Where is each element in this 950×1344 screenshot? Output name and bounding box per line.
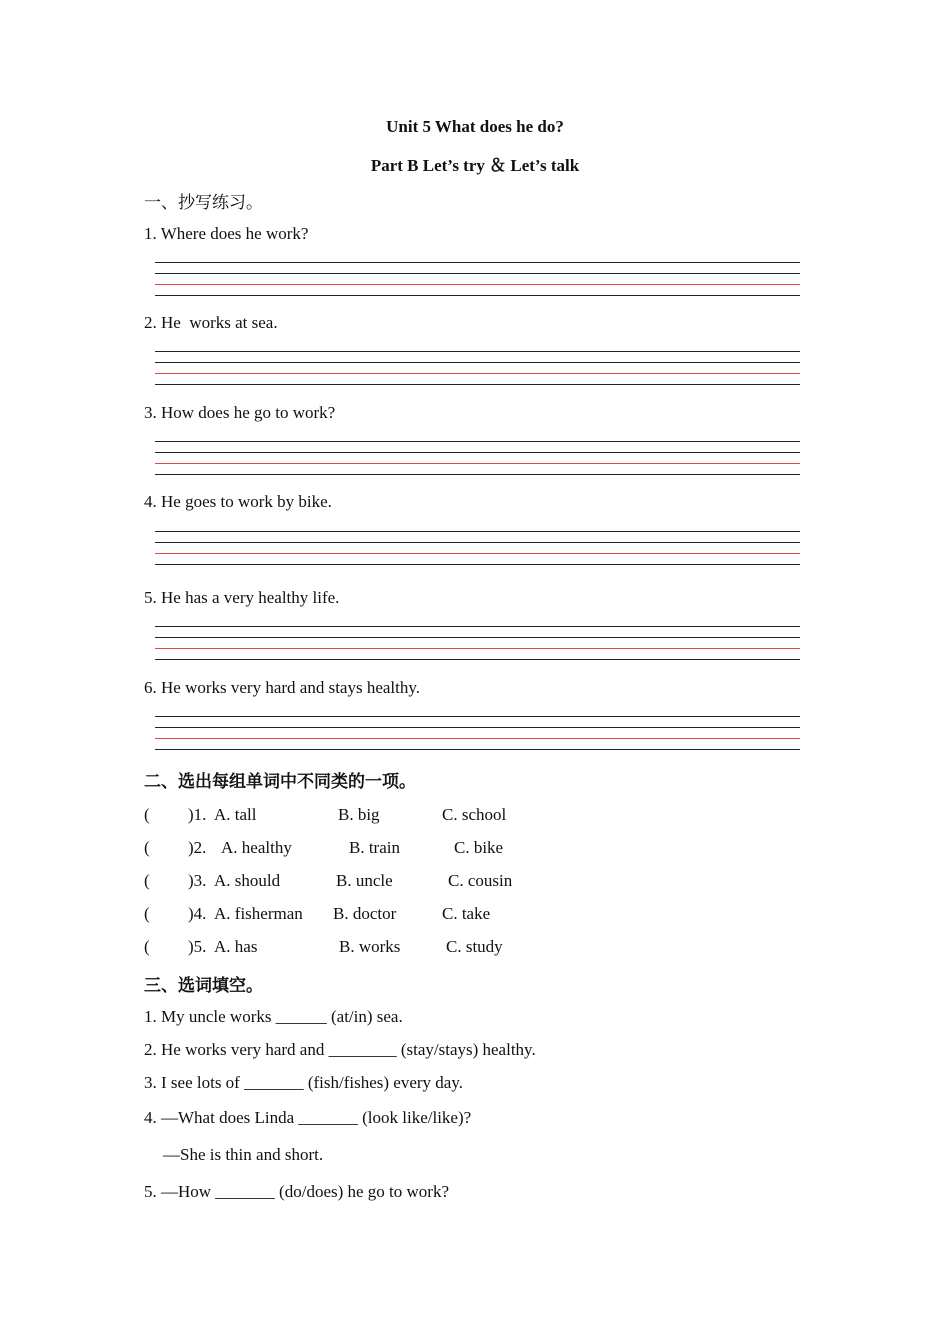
- section3-heading: 三、选词填空。: [144, 976, 263, 995]
- copy-sentence-2: 2. He works at sea.: [144, 313, 278, 332]
- question-number: )5.: [188, 937, 207, 956]
- option-a: A. healthy: [221, 838, 292, 857]
- answer-blank[interactable]: (: [144, 838, 150, 857]
- fill-sentence-4-answer: —She is thin and short.: [163, 1145, 324, 1164]
- fill-sentence-1[interactable]: 1. My uncle works ______ (at/in) sea.: [144, 1007, 403, 1026]
- option-c: C. take: [442, 904, 491, 923]
- copy-sentence-1: 1. Where does he work?: [144, 224, 309, 243]
- option-a: A. fisherman: [214, 904, 303, 923]
- option-b: B. uncle: [336, 871, 393, 890]
- page-subtitle: Part B Let’s try ＆ Let’s talk: [370, 156, 580, 175]
- section2-heading: 二、选出每组单词中不同类的一项。: [144, 772, 416, 791]
- option-c: C. school: [442, 805, 507, 824]
- copy-sentence-4: 4. He goes to work by bike.: [144, 492, 332, 511]
- question-number: )1.: [188, 805, 207, 824]
- copy-sentence-6: 6. He works very hard and stays healthy.: [144, 678, 421, 697]
- answer-blank[interactable]: (: [144, 937, 150, 956]
- option-c: C. cousin: [448, 871, 513, 890]
- fill-sentence-4[interactable]: 4. —What does Linda _______ (look like/like)?: [144, 1108, 472, 1127]
- option-b: B. train: [349, 838, 400, 857]
- answer-blank[interactable]: (: [144, 805, 150, 824]
- fill-sentence-3[interactable]: 3. I see lots of _______ (fish/fishes) every day.: [144, 1073, 463, 1092]
- copy-sentence-3: 3. How does he go to work?: [144, 403, 336, 422]
- answer-blank[interactable]: (: [144, 904, 150, 923]
- copy-sentence-5: 5. He has a very healthy life.: [144, 588, 340, 607]
- option-b: B. doctor: [333, 904, 397, 923]
- option-b: B. works: [339, 937, 401, 956]
- option-c: C. bike: [454, 838, 504, 857]
- question-number: )2.: [188, 838, 207, 857]
- fill-sentence-2[interactable]: 2. He works very hard and ________ (stay/stays) healthy.: [144, 1040, 536, 1059]
- question-number: )3.: [188, 871, 207, 890]
- question-number: )4.: [188, 904, 207, 923]
- option-a: A. should: [214, 871, 281, 890]
- option-c: C. study: [446, 937, 503, 956]
- fill-sentence-5[interactable]: 5. —How _______ (do/does) he go to work?: [144, 1182, 450, 1201]
- answer-blank[interactable]: (: [144, 871, 150, 890]
- section1-heading: 一、抄写练习。: [144, 193, 263, 212]
- option-a: A. has: [214, 937, 258, 956]
- option-a: A. tall: [214, 805, 257, 824]
- page-title: Unit 5 What does he do?: [386, 117, 564, 136]
- option-b: B. big: [338, 805, 380, 824]
